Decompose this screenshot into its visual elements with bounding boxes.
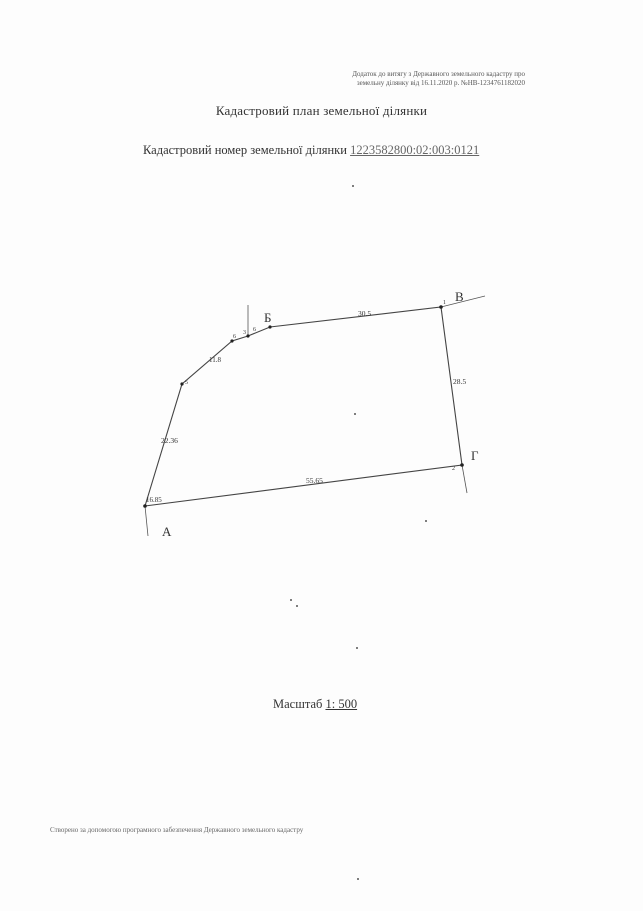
corner-label-a: А: [162, 524, 172, 539]
vertex-number-1: 1: [443, 300, 446, 306]
segment-length-right: 28.5: [453, 377, 467, 386]
segment-length-top: 30.5: [358, 309, 372, 318]
segment-length-small-1: 6: [233, 334, 236, 340]
segment-length-small-2: 3: [243, 330, 246, 336]
vertex-marker-b: [268, 325, 271, 328]
scan-speck: [354, 413, 356, 415]
scale-line: [273, 697, 357, 712]
scale-value: 1: 500: [325, 697, 358, 711]
scan-speck: [296, 605, 298, 607]
scan-speck: [357, 878, 359, 880]
boundary-extension-bottom-left: [145, 506, 148, 536]
segment-length-upper-left: 11.8: [209, 356, 221, 364]
segment-length-bottom-left: 16.85: [146, 496, 162, 504]
cadastral-number-value: 1223582800:02:003:0121: [350, 143, 480, 157]
footer-note: Створено за допомогою програмного забезпечення Державного земельного кадастру: [50, 826, 304, 834]
document-title: Кадастровий план земельної ділянки: [215, 103, 428, 118]
vertex-marker: [180, 382, 183, 385]
segment-length-bottom: 55.65: [306, 476, 323, 485]
segment-length-left: 22.36: [161, 436, 178, 445]
corner-label-v: В: [455, 289, 464, 304]
corner-label-b: Б: [264, 310, 272, 325]
segment-length-small-3: 6: [253, 327, 256, 333]
vertex-marker-g: [460, 463, 464, 467]
header-note-line-1: Додаток до витягу з Державного земельного кадастру про: [352, 70, 525, 78]
vertex-marker: [246, 334, 249, 337]
boundary-extension-bottom-right: [462, 465, 467, 493]
vertex-number-5: 5: [185, 380, 188, 386]
scale-label: Масштаб: [273, 697, 323, 711]
vertex-number-2: 2: [452, 466, 455, 472]
scan-speck: [425, 520, 427, 522]
plot-boundary: [145, 307, 462, 506]
header-note-line-2: земельну ділянку від 16.11.2020 р. №НВ-1234761182020: [356, 79, 525, 87]
scan-speck: [290, 599, 292, 601]
vertex-marker-a: [143, 504, 147, 508]
scan-speck: [352, 185, 354, 187]
scan-speck: [356, 647, 358, 649]
cadastral-number-label: Кадастровий номер земельної ділянки: [143, 143, 347, 157]
corner-label-g: Г: [471, 448, 479, 463]
